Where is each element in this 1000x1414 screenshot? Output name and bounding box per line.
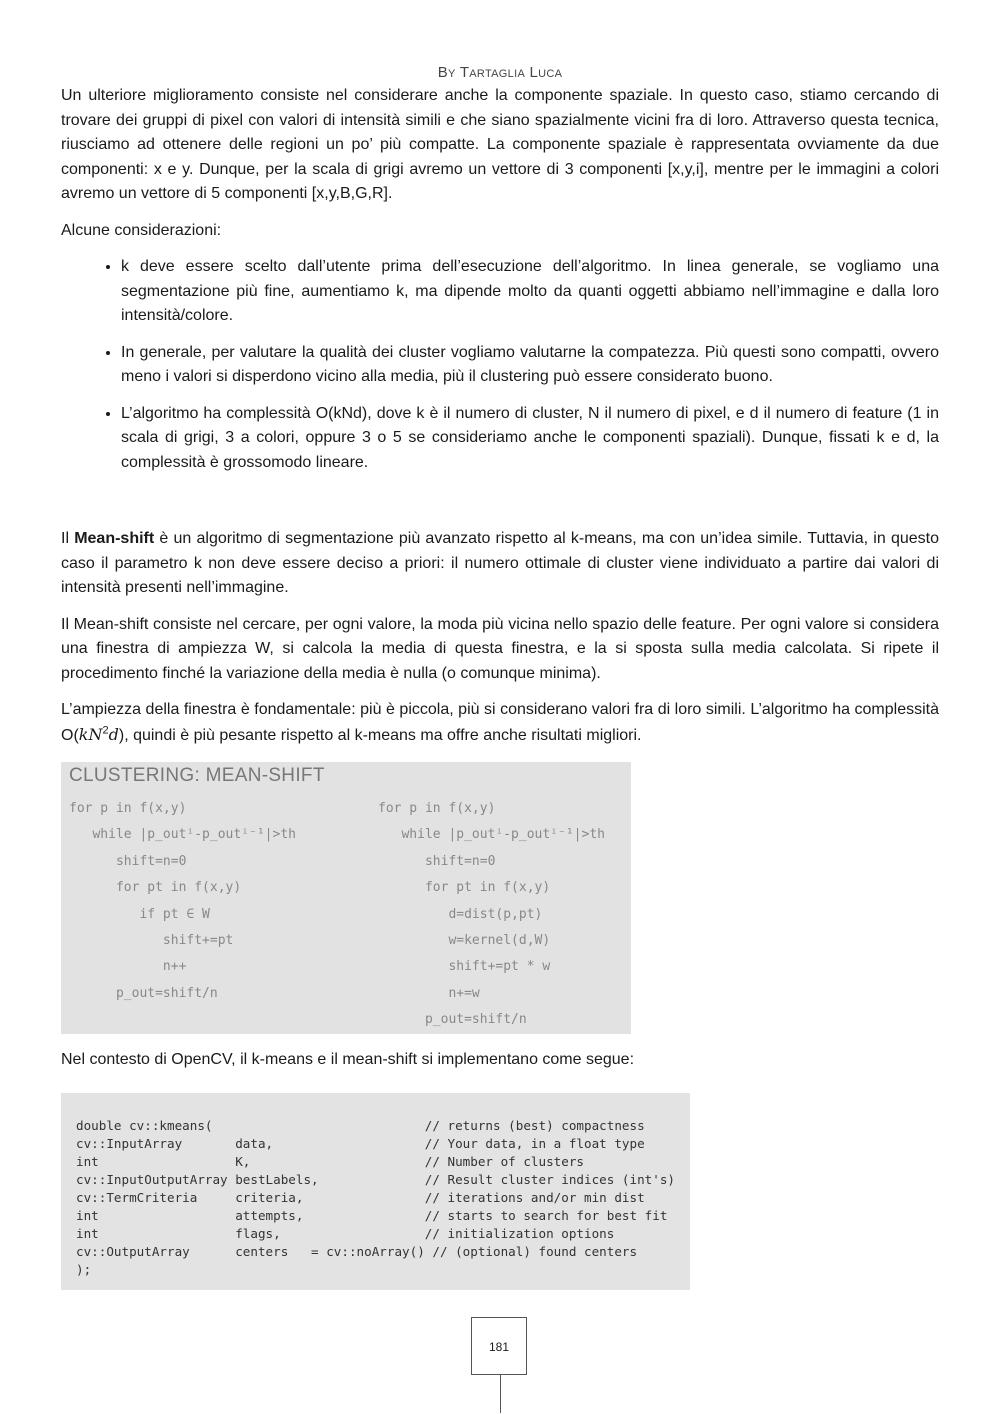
code-line: while |p_outⁱ-p_outⁱ⁻¹|>th	[69, 827, 296, 843]
bold-term: Mean-shift	[74, 530, 155, 547]
code-line: d=dist(p,pt)	[378, 906, 543, 922]
code-line: shift=n=0	[378, 853, 496, 869]
paragraph-spatial-component: Un ulteriore miglioramento consiste nel considerare anche la componente spaziale. In questo caso, stiamo cercando di trovare dei gruppi di pixel con valori di intensità simili e che siano spazialmente vicini fra di loro. Attraverso questa tecnica, riusciamo ad ottenere delle regioni un po’ più compatte. La componente spaziale è rappresentata ovviamente da due componenti: x e y. Dunque, per la scala di grigi avremo un vettore di 3 componenti [x,y,i], mentre per le immagini a colori avremo un vettore di 5 componenti [x,y,B,G,R].	[61, 87, 939, 202]
page-content	[61, 84, 939, 1290]
list-item: • L’algoritmo ha complessità O(kNd), dove k è il numero di cluster, N il numero di pixel, e d il numero di feature (1 in scala di grigi, 3 a colori, oppure 3 o 5 se consideriamo anche le componenti spaziali). Dunque, fissati k e d, la complessità è grossomodo lineare.	[121, 402, 939, 476]
code-line: if pt ∈ W	[69, 906, 210, 922]
paragraph-mean-shift-description: Il Mean-shift consiste nel cercare, per ogni valore, la moda più vicina nello spazio delle feature. Per ogni valore si considera una finestra di ampiezza W, si calcola la media di questa finestra, e la si sposta sulla media calcolata. Si ripete il procedimento finché la variazione della media è nulla (o comunque minima).	[61, 615, 939, 682]
code-line: for pt in f(x,y)	[378, 880, 551, 896]
pseudocode-left	[69, 796, 296, 1007]
text-run: Il	[61, 530, 75, 547]
code-line: for p in f(x,y)	[69, 801, 187, 816]
math-k: k	[78, 724, 89, 744]
page-header: By Tartaglia Luca	[437, 64, 563, 81]
text-run: è un algoritmo di segmentazione più avanzato rispetto al k-means, ma con un’idea simile. Tuttavia, in questo caso il parametro k non deve essere deciso a priori: il numero ottimale di cluster viene individuato a partire dai valori di intensità presenti nell’immagine.	[61, 530, 939, 596]
paragraph-considerations-intro: Alcune considerazioni:	[61, 221, 222, 239]
code-line: p_out=shift/n	[378, 1012, 527, 1028]
code-line: n+=w	[378, 985, 480, 1001]
code-line: w=kernel(d,W)	[378, 932, 551, 948]
page-number: 181	[471, 1317, 527, 1375]
math-N: N	[88, 724, 103, 744]
code-line: for pt in f(x,y)	[69, 880, 242, 896]
paragraph-window-size	[61, 698, 939, 748]
page-number-line	[500, 1375, 501, 1413]
list-item: • In generale, per valutare la qualità dei cluster vogliamo valutarne la compatezza. Più questi sono compatti, ovvero meno i valori si disperdono vicino alla media, più il clustering può essere considerato buono.	[121, 341, 939, 390]
list-item: • k deve essere scelto dall’utente prima dell’esecuzione dell’algoritmo. In linea generale, se vogliamo una segmentazione più fine, aumentiamo k, ma dipende molto da quanti oggetti abbiamo nell’immagine e dalla loro intensità/colore.	[121, 255, 939, 329]
code-line: shift+=pt * w	[378, 959, 551, 975]
code-line: shift+=pt	[69, 932, 234, 948]
paragraph-opencv-intro: Nel contesto di OpenCV, il k-means e il mean-shift si implementano come segue:	[61, 1051, 635, 1068]
code-line: shift=n=0	[69, 853, 187, 869]
math-d: d	[108, 724, 119, 744]
section-spacer	[61, 487, 939, 527]
considerations-list	[61, 255, 939, 475]
text-run: ), quindi è più pesante rispetto al k-means ma offre anche risultati migliori.	[118, 726, 642, 744]
pseudocode-right	[378, 796, 605, 1034]
code-line: for p in f(x,y)	[378, 801, 496, 816]
code-line: n++	[69, 959, 187, 975]
paragraph-mean-shift-intro	[61, 527, 939, 601]
mean-shift-slide-figure	[61, 762, 631, 1034]
code-line: while |p_outⁱ-p_outⁱ⁻¹|>th	[378, 827, 605, 843]
kmeans-code-block	[61, 1093, 690, 1290]
math-exponent: 2	[102, 724, 109, 737]
slide-title: CLUSTERING: MEAN-SHIFT	[69, 765, 325, 786]
code-line: p_out=shift/n	[69, 985, 218, 1001]
code-listing: double cv::kmeans( // returns (best) compactness cv::InputArray data, // Your data, in a float type int K, // Number of clusters cv::InputOutputArray bestLabels, // Result cluster indices (int's) cv::TermCriteria criteria, // iterations and/or min dist int attempts, // starts to search for best fit int flags, // initialization options cv::OutputArray centers = cv::noArray() // (optional) found centers );	[76, 1117, 675, 1277]
text-run: L’ampiezza della finestra è fondamentale: più è piccola, più si considerano valori fra di loro simili. L’algoritmo ha complessità O(	[61, 701, 939, 744]
